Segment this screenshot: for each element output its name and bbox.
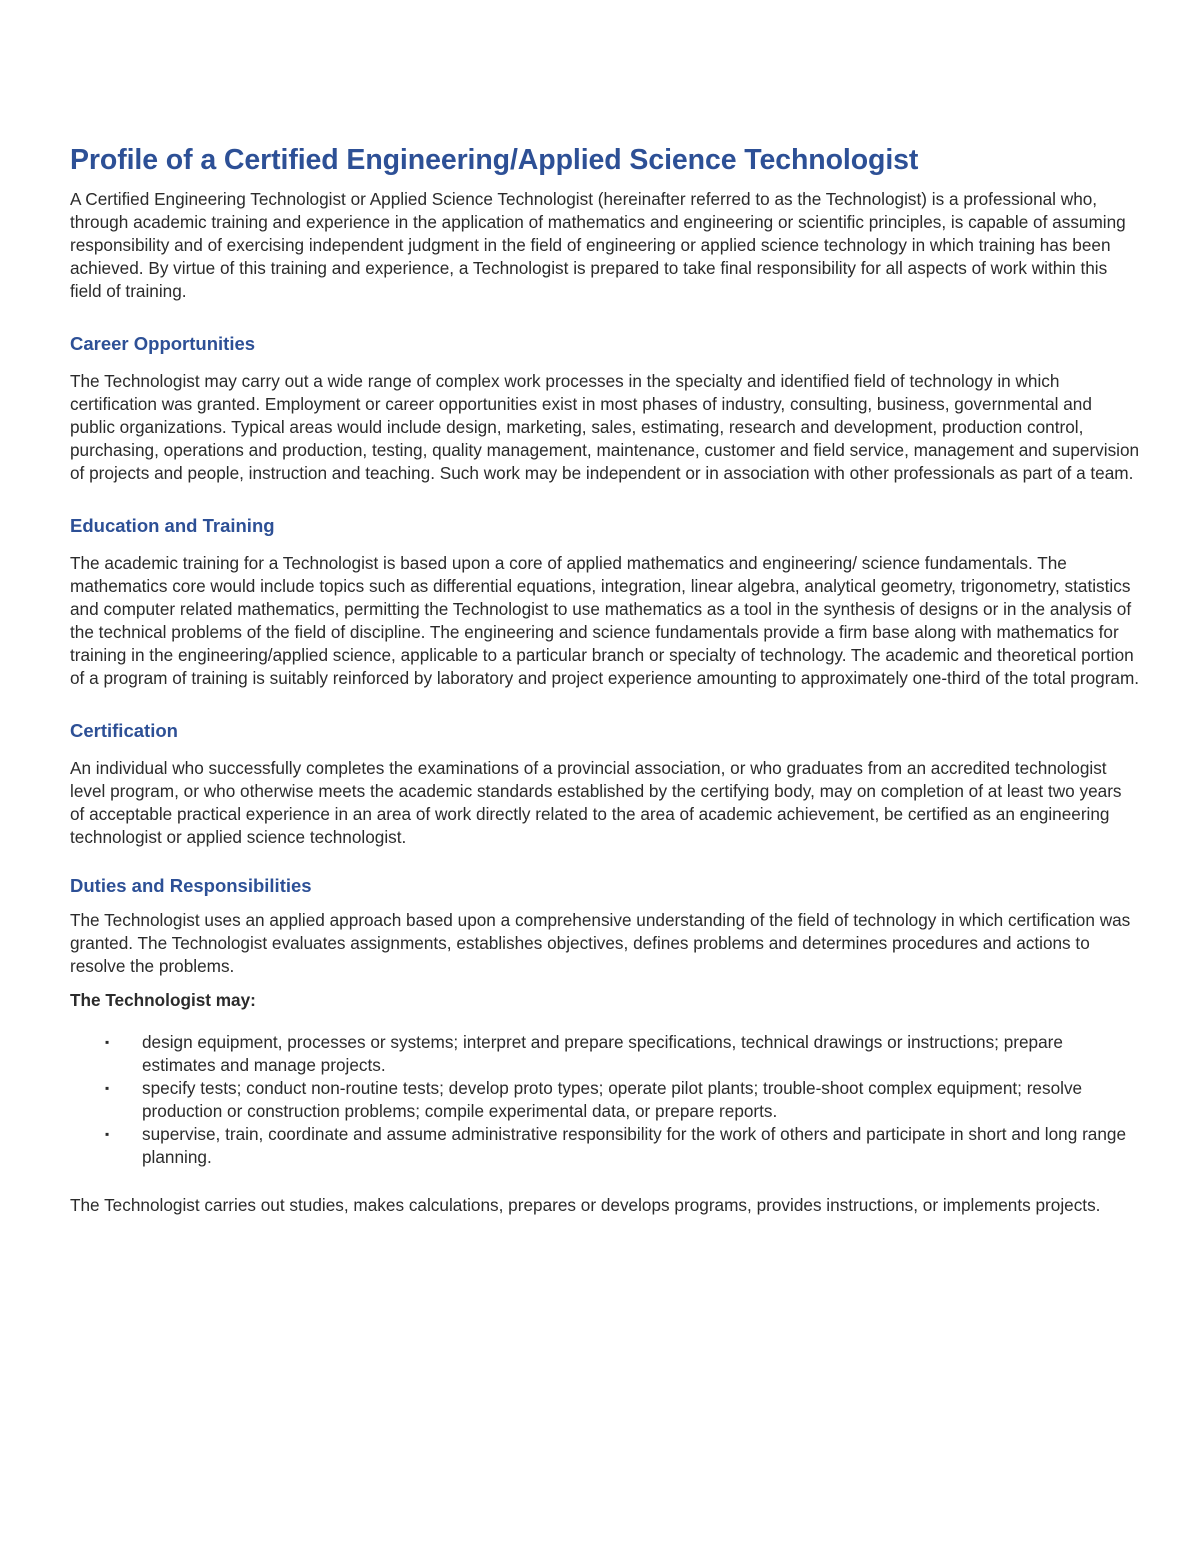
list-item-text: supervise, train, coordinate and assume administrative responsibility for the work of others and participate in short and long range planning. xyxy=(142,1124,1127,1167)
document-page xyxy=(70,142,1140,1217)
closing-paragraph: The Technologist carries out studies, makes calculations, prepares or develops programs, provides instructions, or implements projects. xyxy=(70,1195,1101,1215)
section-heading-duties: Duties and Responsibilities xyxy=(70,875,312,896)
list-item xyxy=(70,1123,1140,1169)
intro-paragraph: A Certified Engineering Technologist or Applied Science Technologist (hereinafter referred to as the Technologist) is a professional who, through academic training and experience in the application of mathematics and engineering or scientific principles, is capable of assuming responsibility and of exercising independent judgment in the field of engineering or applied science technology in which training has been achieved. By virtue of this training and experience, a Technologist is prepared to take final responsibility for all aspects of work within this field of training. xyxy=(70,189,1126,301)
career-paragraph: The Technologist may carry out a wide range of complex work processes in the specialty and identified field of technology in which certification was granted. Employment or career opportunities exist in most phases of industry, consulting, business, governmental and public organizations. Typical areas would include design, marketing, sales, estimating, research and development, production control, purchasing, operations and production, testing, quality management, maintenance, customer and field service, management and supervision of projects and people, instruction and teaching. Such work may be independent or in association with other professionals as part of a team. xyxy=(70,371,1140,483)
page-title: Profile of a Certified Engineering/Applied Science Technologist xyxy=(70,144,919,176)
education-paragraph: The academic training for a Technologist is based upon a core of applied mathematics and engineering/ science fundamentals. The mathematics core would include topics such as differential equations, integration, linear algebra, analytical geometry, trigonometry, statistics and computer related mathematics, permitting the Technologist to use mathematics as a tool in the synthesis of designs or in the analysis of the technical problems of the field of discipline. The engineering and science fundamentals provide a firm base along with mathematics for training in the engineering/applied science, applicable to a particular branch or specialty of technology. The academic and theoretical portion of a program of training is suitably reinforced by laboratory and project experience amounting to approximately one-third of the total program. xyxy=(70,553,1140,688)
list-item xyxy=(70,1077,1140,1123)
list-item-text: specify tests; conduct non-routine tests; develop proto types; operate pilot plants; trouble-shoot complex equipment; resolve production or construction problems; compile experimental data, or prepare reports. xyxy=(142,1078,1083,1121)
bullet-square-icon: ▪ xyxy=(105,1081,110,1095)
duties-bullet-list xyxy=(70,1031,1140,1169)
section-heading-education: Education and Training xyxy=(70,515,275,536)
duties-paragraph: The Technologist uses an applied approach based upon a comprehensive understanding of the field of technology in which certification was granted. The Technologist evaluates assignments, establishes objectives, defines problems and determines procedures and actions to resolve the problems. xyxy=(70,910,1131,976)
section-heading-certification: Certification xyxy=(70,720,178,741)
certification-paragraph: An individual who successfully completes the examinations of a provincial association, or who graduates from an accredited technologist level program, or who otherwise meets the academic standards established by the certifying body, may on completion of at least two years of acceptable practical experience in an area of work directly related to the area of academic achievement, be certified as an engineering technologist or applied science technologist. xyxy=(70,758,1122,847)
list-item-text: design equipment, processes or systems; interpret and prepare specifications, technical drawings or instructions; prepare estimates and manage projects. xyxy=(142,1032,1063,1075)
section-heading-career: Career Opportunities xyxy=(70,333,256,354)
list-item xyxy=(70,1031,1140,1077)
bullet-square-icon: ▪ xyxy=(105,1035,110,1049)
technologist-may-heading: The Technologist may: xyxy=(70,990,256,1010)
bullet-square-icon: ▪ xyxy=(105,1127,110,1141)
